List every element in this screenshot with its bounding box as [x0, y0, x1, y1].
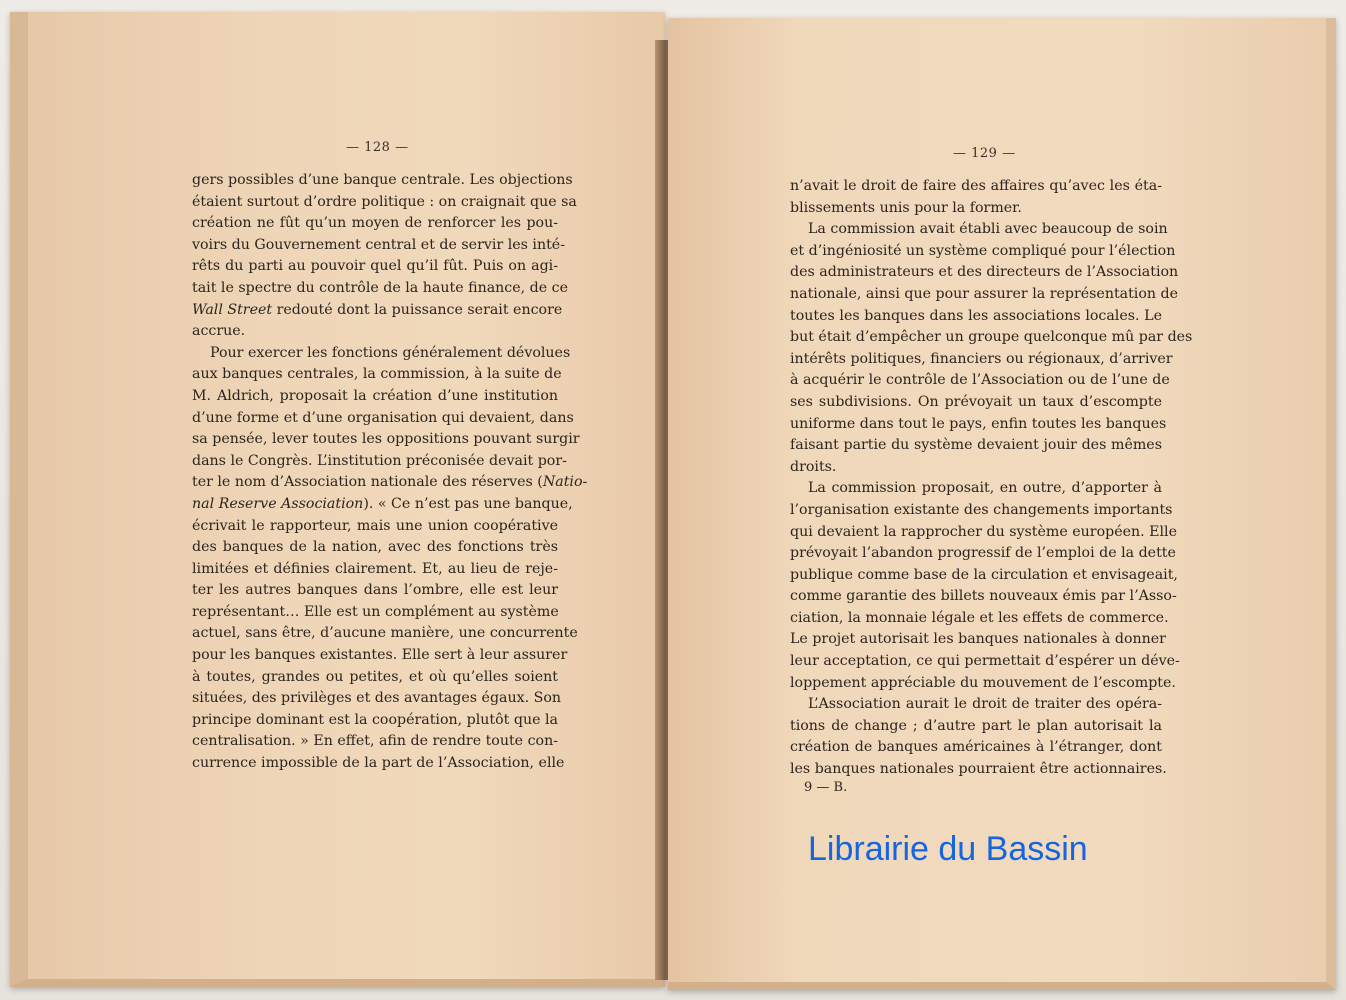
right-page-text [790, 176, 1193, 781]
text-line: à acquérir le contrôle de l’Association ou de l’une de [790, 372, 1170, 389]
text-line: M. Aldrich, proposait la création d’une institution [192, 387, 558, 404]
left-page-text [192, 170, 588, 775]
text-line: centralisation. » En effet, afin de rendre toute con- [192, 733, 559, 750]
text-line: ter le nom d’Association nationale des réserves (Natio- [192, 474, 588, 491]
text-line: limitées et définies clairement. Et, au lieu de reje- [192, 560, 558, 577]
text-line: La commission proposait, en outre, d’apporter à [808, 480, 1162, 497]
text-line: des banques de la nation, avec des fonctions très [192, 539, 558, 556]
text-line: currence impossible de la part de l’Association, elle [192, 755, 565, 772]
left-page [10, 12, 665, 987]
text-line: les banques nationales pourraient être actionnaires. [790, 761, 1167, 778]
text-line: loppement appréciable du mouvement de l’escompte. [790, 674, 1176, 691]
text-line: toutes les banques dans les associations locales. Le [790, 307, 1162, 324]
signature-mark: 9 — B. [804, 780, 848, 795]
text-line: et d’ingéniosité un système compliqué pour l’élection [790, 242, 1176, 259]
text-line: sa pensée, lever toutes les oppositions pouvant surgir [192, 431, 580, 448]
text-line: des administrateurs et des directeurs de l’Association [790, 264, 1179, 281]
text-line: nal Reserve Association). « Ce n’est pas une banque, [192, 495, 573, 512]
watermark: Librairie du Bassin [808, 830, 1088, 868]
text-line: uniforme dans tout le pays, enfin toutes les banques [790, 415, 1167, 432]
text-line: accrue. [192, 323, 246, 340]
text-line: intérêts politiques, financiers ou régionaux, d’arriver [790, 350, 1173, 367]
text-line: ciation, la monnaie légale et les effets de commerce. [790, 609, 1169, 626]
text-line: voirs du Gouvernement central et de servir les inté- [192, 236, 565, 253]
text-line: Wall Street redouté dont la puissance serait encore [192, 301, 563, 318]
text-line: qui devaient la rapprocher du système européen. Elle [790, 523, 1177, 540]
text-line: rêts du parti au pouvoir quel qu’il fût. Puis on agi- [192, 258, 558, 275]
text-line: but était d’empêcher un groupe quelconque mû par des [790, 329, 1193, 346]
text-line: aux banques centrales, la commission, à la suite de [192, 366, 562, 383]
text-line: tait le spectre du contrôle de la haute finance, de ce [192, 279, 568, 296]
text-line: ter les autres banques dans l’ombre, elle est leur [192, 582, 558, 599]
text-line: d’une forme et d’une organisation qui devaient, dans [192, 409, 574, 426]
text-line: création de banques américaines à l’étranger, dont [790, 739, 1162, 756]
text-line: leur acceptation, ce qui permettait d’espérer un déve- [790, 653, 1180, 670]
text-line: prévoyait l’abandon progressif de l’emploi de la dette [790, 545, 1176, 562]
text-line: pour les banques existantes. Elle sert à leur assurer [192, 647, 568, 664]
text-line: blissements unis pour la former. [790, 199, 1022, 216]
left-page-number: — 128 — [346, 140, 409, 155]
right-page-number: — 129 — [953, 146, 1016, 161]
text-line: La commission avait établi avec beaucoup de soin [808, 221, 1168, 238]
text-line: n’avait le droit de faire des affaires qu’avec les éta- [790, 178, 1162, 194]
text-line: à toutes, grandes ou petites, et où qu’elles soient [192, 668, 558, 685]
text-line: gers possibles d’une banque centrale. Les objections [192, 172, 573, 188]
text-line: nationale, ainsi que pour assurer la représentation de [790, 285, 1179, 302]
text-line: comme garantie des billets nouveaux émis par l’Asso- [790, 588, 1177, 605]
text-line: faisant partie du système devaient jouir des mêmes [790, 437, 1162, 454]
text-line: dans le Congrès. L’institution préconisée devait por- [192, 452, 567, 469]
text-line: droits. [790, 458, 837, 475]
text-line: écrivait le rapporteur, mais une union coopérative [192, 517, 558, 534]
text-line: étaient surtout d’ordre politique : on craignait que sa [192, 193, 577, 210]
text-line: représentant… Elle est un complément au système [192, 603, 559, 620]
text-line: Pour exercer les fonctions généralement dévolues [210, 344, 571, 361]
text-line: ses subdivisions. On prévoyait un taux d’escompte [790, 393, 1162, 410]
text-line: situées, des privilèges et des avantages égaux. Son [192, 690, 562, 707]
text-line: création ne fût qu’un moyen de renforcer les pou- [192, 215, 558, 232]
text-line: publique comme base de la circulation et envisageait, [790, 566, 1178, 583]
text-line: L’Association aurait le droit de traiter des opéra- [808, 696, 1162, 713]
text-line: actuel, sans être, d’aucune manière, une concurrente [192, 625, 578, 642]
text-line: l’organisation existante des changements importants [790, 501, 1173, 518]
text-line: principe dominant est la coopération, plutôt que la [192, 711, 558, 728]
text-line: Le projet autorisait les banques nationales à donner [790, 631, 1166, 648]
text-line: tions de change ; d’autre part le plan autorisait la [790, 717, 1162, 734]
